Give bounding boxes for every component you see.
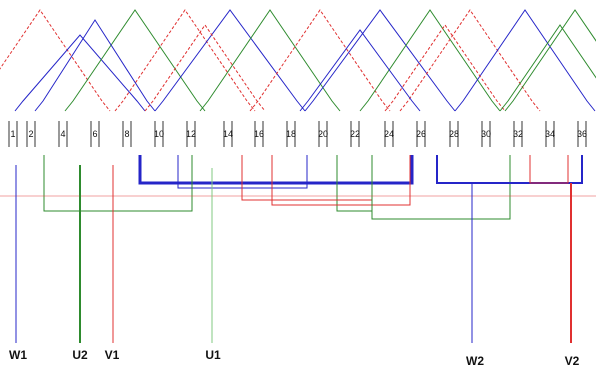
coil-chevron (300, 30, 420, 111)
slot-numbers (10, 129, 587, 139)
end-jumper (272, 155, 410, 205)
slot-number: 12 (185, 129, 197, 139)
slot-number: 34 (544, 129, 556, 139)
terminal-label-u1: U1 (205, 348, 221, 362)
coil-chevron (145, 25, 265, 111)
end-jumper (530, 155, 568, 183)
slot-number: 28 (448, 129, 460, 139)
slot-number: 26 (415, 129, 427, 139)
terminal-labels (9, 348, 580, 368)
slot-number: 18 (285, 129, 297, 139)
coil-chevron (505, 10, 596, 111)
terminal-label-w1: W1 (9, 348, 27, 362)
slot-number: 20 (317, 129, 329, 139)
slot-number: 2 (28, 129, 34, 139)
terminal-label-v2: V2 (564, 354, 580, 368)
coil-chevron (305, 10, 455, 111)
slot-number: 16 (253, 129, 265, 139)
coil-chevron (200, 10, 340, 111)
end-jumper (140, 155, 412, 183)
slot-number: 22 (349, 129, 361, 139)
slot-number: 32 (512, 129, 524, 139)
terminal-label-u2: U2 (72, 348, 88, 362)
slot-number: 30 (480, 129, 492, 139)
coil-chevron (65, 10, 205, 111)
slot-number: 1 (10, 129, 16, 139)
slot-number: 36 (576, 129, 588, 139)
coil-chevron (0, 10, 110, 111)
terminal-leads (16, 165, 571, 343)
slot-number: 8 (124, 129, 130, 139)
terminal-label-v1: V1 (104, 348, 120, 362)
end-jumper (372, 155, 510, 219)
coil-chevron (360, 10, 500, 111)
slot-number: 4 (60, 129, 66, 139)
terminal-label-w2: W2 (466, 354, 484, 368)
coil-chevron (115, 10, 255, 111)
slot-number: 6 (92, 129, 98, 139)
coil-chevron (15, 35, 145, 111)
slot-number: 10 (153, 129, 165, 139)
coil-chevron (155, 10, 305, 111)
coil-chevron (455, 10, 595, 111)
coil-overhangs (0, 10, 596, 111)
end-connections (0, 155, 596, 219)
slot-number: 14 (222, 129, 234, 139)
slot-number: 24 (383, 129, 395, 139)
